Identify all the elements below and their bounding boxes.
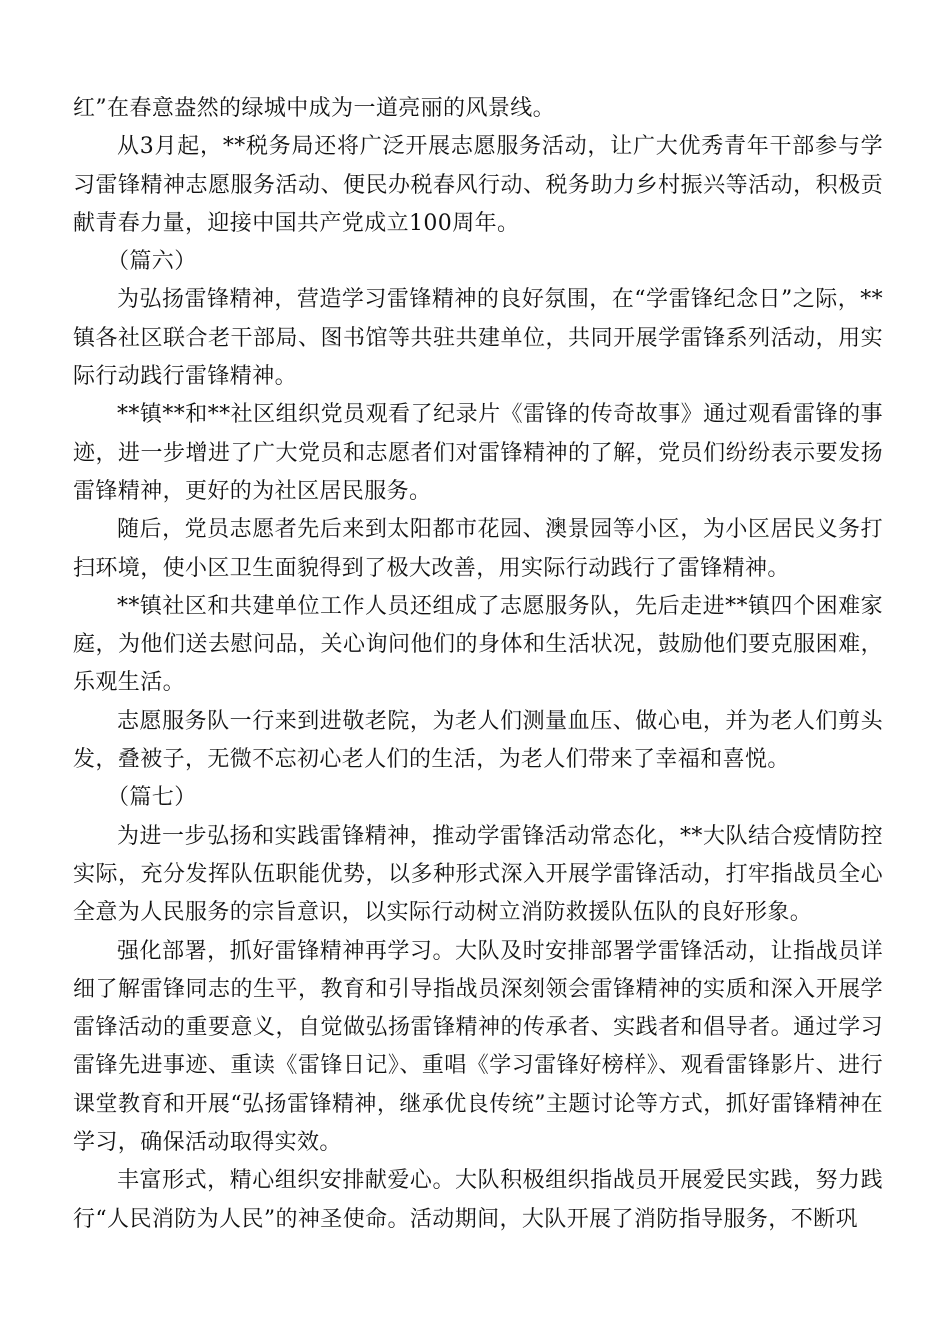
paragraph: 强化部署，抓好雷锋精神再学习。大队及时安排部署学雷锋活动，让指战员详细了解雷锋同志的生平，教育和引导指战员深刻领会雷锋精神的实质和深入开展学雷锋活动的重要意义，自觉做弘扬雷锋精神的传承者、实践者和倡导者。通过学习雷锋先进事迹、重读《雷锋日记》、重唱《学习雷锋好榜样》、观看雷锋影片、进行课堂教育和开展“弘扬雷锋精神，继承优良传统”主题讨论等方式，抓好雷锋精神在学习，确保活动取得实效。 xyxy=(73,938,883,1156)
section-heading-part-seven: （篇七） xyxy=(107,785,197,811)
paragraph-continuation: 红”在春意盎然的绿城中成为一道亮丽的风景线。 xyxy=(73,96,556,121)
paragraph: 为弘扬雷锋精神，营造学习雷锋精神的良好氛围，在“学雷锋纪念日”之际，**镇各社区联合老干部局、图书馆等共驻共建单位，共同开展学雷锋系列活动，用实际行动践行雷锋精神。 xyxy=(73,287,883,390)
paragraph: 从3月起，**税务局还将广泛开展志愿服务活动，让广大优秀青年干部参与学习雷锋精神志愿服务活动、便民办税春风行动、税务助力乡村振兴等活动，积极贡献青春力量，迎接中国共产党成立100周年。 xyxy=(73,134,883,236)
section-heading-part-six: （篇六） xyxy=(107,249,197,275)
paragraph: 志愿服务队一行来到进敬老院，为老人们测量血压、做心电，并为老人们剪头发，叠被子，无微不忘初心老人们的生活，为老人们带来了幸福和喜悦。 xyxy=(73,708,883,773)
paragraph: 随后，党员志愿者先后来到太阳都市花园、澳景园等小区，为小区居民义务打扫环境，使小区卫生面貌得到了极大改善，用实际行动践行了雷锋精神。 xyxy=(73,517,883,581)
paragraph: 丰富形式，精心组织安排献爱心。大队积极组织指战员开展爱民实践，努力践行“人民消防为人民”的神圣使命。活动期间，大队开展了消防指导服务，不断巩 xyxy=(73,1168,883,1232)
document-body xyxy=(73,90,883,1239)
paragraph: 为进一步弘扬和实践雷锋精神，推动学雷锋活动常态化，**大队结合疫情防控实际，充分发挥队伍职能优势，以多种形式深入开展学雷锋活动，打牢指战员全心全意为人民服务的宗旨意识，以实际行动树立消防救援队伍队的良好形象。 xyxy=(73,823,883,926)
paragraph: **镇社区和共建单位工作人员还组成了志愿服务队，先后走进**镇四个困难家庭，为他们送去慰问品，关心询问他们的身体和生活状况，鼓励他们要克服困难，乐观生活。 xyxy=(73,593,883,696)
paragraph: **镇**和**社区组织党员观看了纪录片《雷锋的传奇故事》通过观看雷锋的事迹，进一步增进了广大党员和志愿者们对雷锋精神的了解，党员们纷纷表示要发扬雷锋精神，更好的为社区居民服务。 xyxy=(73,402,883,504)
